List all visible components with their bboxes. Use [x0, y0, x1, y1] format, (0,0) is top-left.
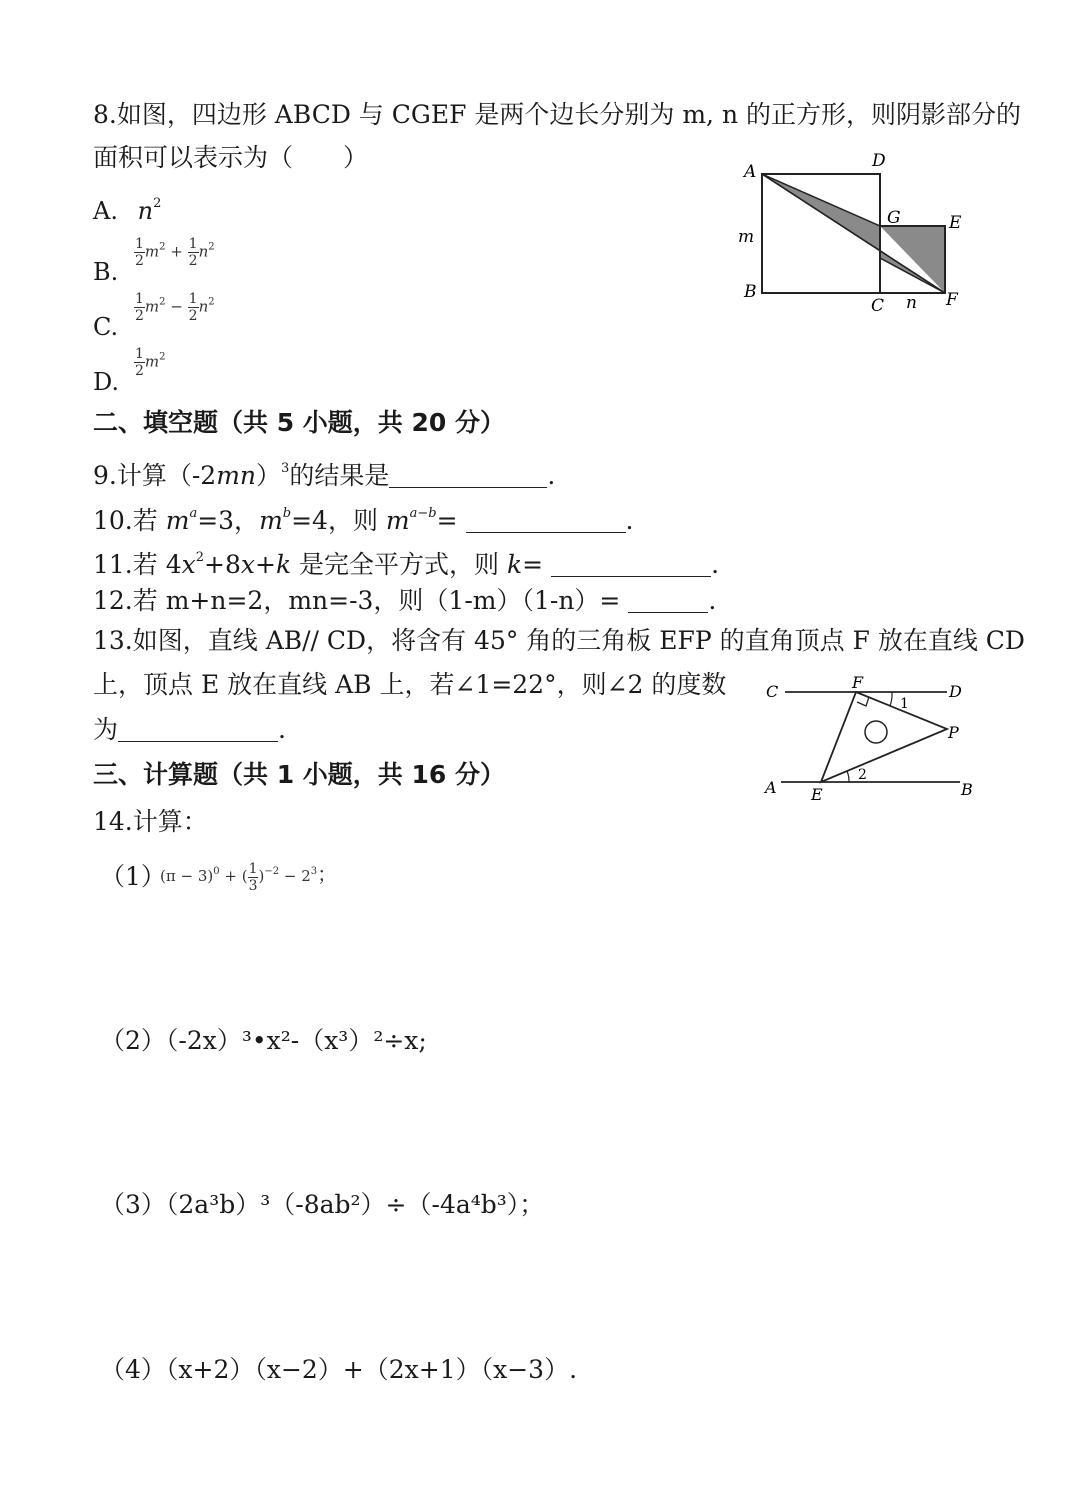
- q14-part1-formula: $(\pi - 3)^0$ + ( $\frac{1}{3}$ )$^{-2} - 2^3$；: [160, 860, 338, 894]
- q13-parallel-lines-figure: [755, 672, 995, 807]
- label-d: D: [949, 682, 962, 701]
- q11-answer-blank[interactable]: [551, 552, 711, 577]
- q8-squares-figure: [730, 145, 990, 325]
- label-a: A: [765, 778, 777, 797]
- q8-option-b: B.: [93, 258, 119, 286]
- label-n: n: [906, 293, 917, 313]
- triangle-hole: [865, 721, 887, 743]
- label-e: E: [811, 785, 823, 804]
- angle-1-arc: [890, 692, 892, 706]
- q13-answer-blank[interactable]: [118, 717, 278, 742]
- label-f: F: [946, 290, 958, 310]
- label-angle-1: 1: [900, 696, 909, 712]
- q13-line2: 上，顶点 E 放在直线 AB 上，若∠1=22°，则∠2 的度数: [93, 670, 727, 699]
- q8-option-d: D.: [93, 368, 120, 396]
- q10: 10.若 $m^a=3$，$m^b=4$，则 $m^{a-b}=$ .: [93, 506, 634, 535]
- q8-option-c-formula: $\frac{1}{2}$ $m^2$ − $\frac{1}{2}$ $n^2$: [135, 291, 215, 324]
- q11: 11.若 $4x^2+8x+k$ 是完全平方式，则 k= .: [93, 550, 720, 579]
- q13-line3: 为 .: [93, 715, 286, 744]
- q10-answer-blank[interactable]: [466, 508, 626, 533]
- q8-option-a: A. $n^2$: [93, 196, 162, 225]
- label-b: B: [961, 780, 973, 799]
- q14-part4: （4）（x+2）（x−2）+（2x+1）（x−3）.: [100, 1355, 578, 1384]
- right-angle-mark: [857, 697, 869, 706]
- q9: 9.计算$(-2mn)^3$的结果是 .: [93, 461, 556, 490]
- triangle-efp: [821, 692, 947, 782]
- label-c: C: [766, 682, 779, 701]
- section3-title: 三、计算题（共 1 小题，共 16 分）: [93, 760, 506, 789]
- label-m: m: [738, 227, 755, 247]
- q14-part3: （3）（2a³b）³（-8ab²）÷（-4a⁴b³）；: [100, 1190, 545, 1219]
- q12: 12.若 m+n=2，mn=-3，则（1-m）（1-n）= .: [93, 586, 717, 615]
- angle-2-arc: [847, 771, 849, 782]
- label-f: F: [852, 673, 864, 692]
- label-c: C: [871, 296, 885, 316]
- q14-part2: （2）（-2x）³•x²-（x³）²÷x;: [100, 1026, 427, 1055]
- label-g: G: [887, 208, 901, 228]
- label-b: B: [744, 282, 757, 302]
- q14-part1: （1）: [100, 862, 166, 891]
- q8-option-d-formula: $\frac{1}{2}$ $m^2$: [135, 346, 166, 379]
- label-a: A: [744, 162, 757, 182]
- q12-answer-blank[interactable]: [628, 588, 708, 613]
- section2-title: 二、填空题（共 5 小题，共 20 分）: [93, 408, 506, 437]
- label-d: D: [872, 151, 886, 171]
- label-angle-2: 2: [858, 767, 867, 783]
- q8-option-b-formula: $\frac{1}{2}$ $m^2$ + $\frac{1}{2}$ $n^2$: [135, 236, 215, 269]
- q13-line1: 13.如图，直线 AB// CD，将含有 45° 角的三角板 EFP 的直角顶点 F 放在直线 CD: [93, 626, 1025, 655]
- q8-line2: 面积可以表示为（ ）: [93, 143, 369, 172]
- label-p: P: [948, 723, 959, 742]
- q8-line1: 8.如图，四边形 ABCD 与 CGEF 是两个边长分别为 m, n 的正方形，则阴影部分的: [93, 100, 1021, 129]
- q9-answer-blank[interactable]: [389, 463, 547, 488]
- q8-option-c: C.: [93, 313, 119, 341]
- q14-title: 14.计算：: [93, 807, 208, 836]
- label-e: E: [949, 213, 962, 233]
